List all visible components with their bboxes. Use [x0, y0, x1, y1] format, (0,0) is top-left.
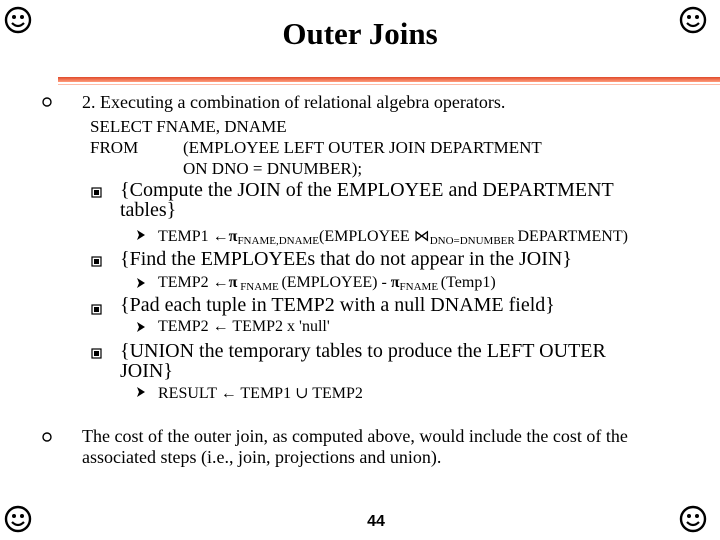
ra-operand-2: DEPARTMENT) — [517, 228, 628, 245]
relational-expression — [158, 383, 363, 403]
arrow-bullet-icon — [136, 277, 146, 289]
step-text: {UNION the temporary tables to produce the LEFT OUTER — [120, 340, 606, 362]
step-text-continued: tables} — [120, 199, 177, 221]
cost-note: The cost of the outer join, as computed above, would include the cost of the — [82, 426, 628, 446]
sql-select-line: SELECT FNAME, DNAME — [90, 117, 287, 136]
arrow-bullet-icon — [136, 229, 146, 241]
ra-operand: (EMPLOYEE — [319, 228, 414, 245]
point-heading: 2. Executing a combination of relational algebra operators. — [82, 92, 506, 112]
relational-expression — [158, 318, 330, 336]
step-text: {Find the EMPLOYEEs that do not appear in the JOIN} — [120, 248, 572, 270]
step-text: {Compute the JOIN of the EMPLOYEE and DEPARTMENT — [120, 179, 614, 201]
circle-bullet-icon — [42, 97, 52, 107]
slide-title: Outer Joins — [282, 16, 438, 51]
relational-expression — [158, 226, 628, 246]
ra-operand: (EMPLOYEE) - — [281, 274, 391, 291]
title-divider-shadow — [58, 84, 720, 85]
title-divider — [58, 77, 720, 82]
assign-arrow-icon: ← — [212, 318, 229, 335]
projection-attributes: FNAME — [237, 281, 282, 293]
assign-arrow-icon: ← — [212, 228, 229, 245]
square-bullet-icon — [91, 187, 102, 198]
projection-symbol-2: π — [390, 274, 400, 291]
ra-target: TEMP1 — [158, 228, 213, 245]
join-condition: DNO=DNUMBER — [429, 235, 518, 247]
step-text: {Pad each tuple in TEMP2 with a null DNAME field} — [120, 294, 555, 316]
assign-arrow-icon: ← — [220, 385, 237, 402]
square-bullet-icon — [91, 304, 102, 315]
square-bullet-icon — [91, 256, 102, 267]
projection-attributes-2: FNAME — [399, 281, 441, 293]
projection-attributes: FNAME,DNAME — [237, 235, 320, 247]
ra-target: TEMP2 — [158, 274, 213, 291]
ra-operand: TEMP2 x 'null' — [228, 318, 330, 335]
ra-target: TEMP2 — [158, 318, 213, 335]
cost-note-continued: associated steps (i.e., join, projections and union). — [82, 447, 442, 467]
join-symbol: ⋈ — [413, 228, 430, 245]
ra-operand-2: (Temp1) — [440, 274, 496, 291]
circle-bullet-icon — [42, 432, 52, 442]
ra-target: RESULT — [158, 385, 221, 402]
projection-symbol: π — [228, 228, 238, 245]
assign-arrow-icon: ← — [212, 274, 229, 291]
projection-symbol: π — [228, 274, 238, 291]
sql-from-keyword: FROM — [90, 138, 139, 157]
step-text-continued: JOIN} — [120, 360, 173, 382]
square-bullet-icon — [91, 348, 102, 359]
sql-from-line2: ON DNO = DNUMBER); — [183, 159, 363, 178]
arrow-bullet-icon — [136, 321, 146, 333]
sql-from-line1: (EMPLOYEE LEFT OUTER JOIN DEPARTMENT — [183, 138, 542, 157]
ra-operand: TEMP1 ∪ TEMP2 — [236, 385, 363, 402]
relational-expression — [158, 274, 496, 292]
arrow-bullet-icon — [136, 386, 146, 398]
page-number: 44 — [367, 513, 385, 530]
